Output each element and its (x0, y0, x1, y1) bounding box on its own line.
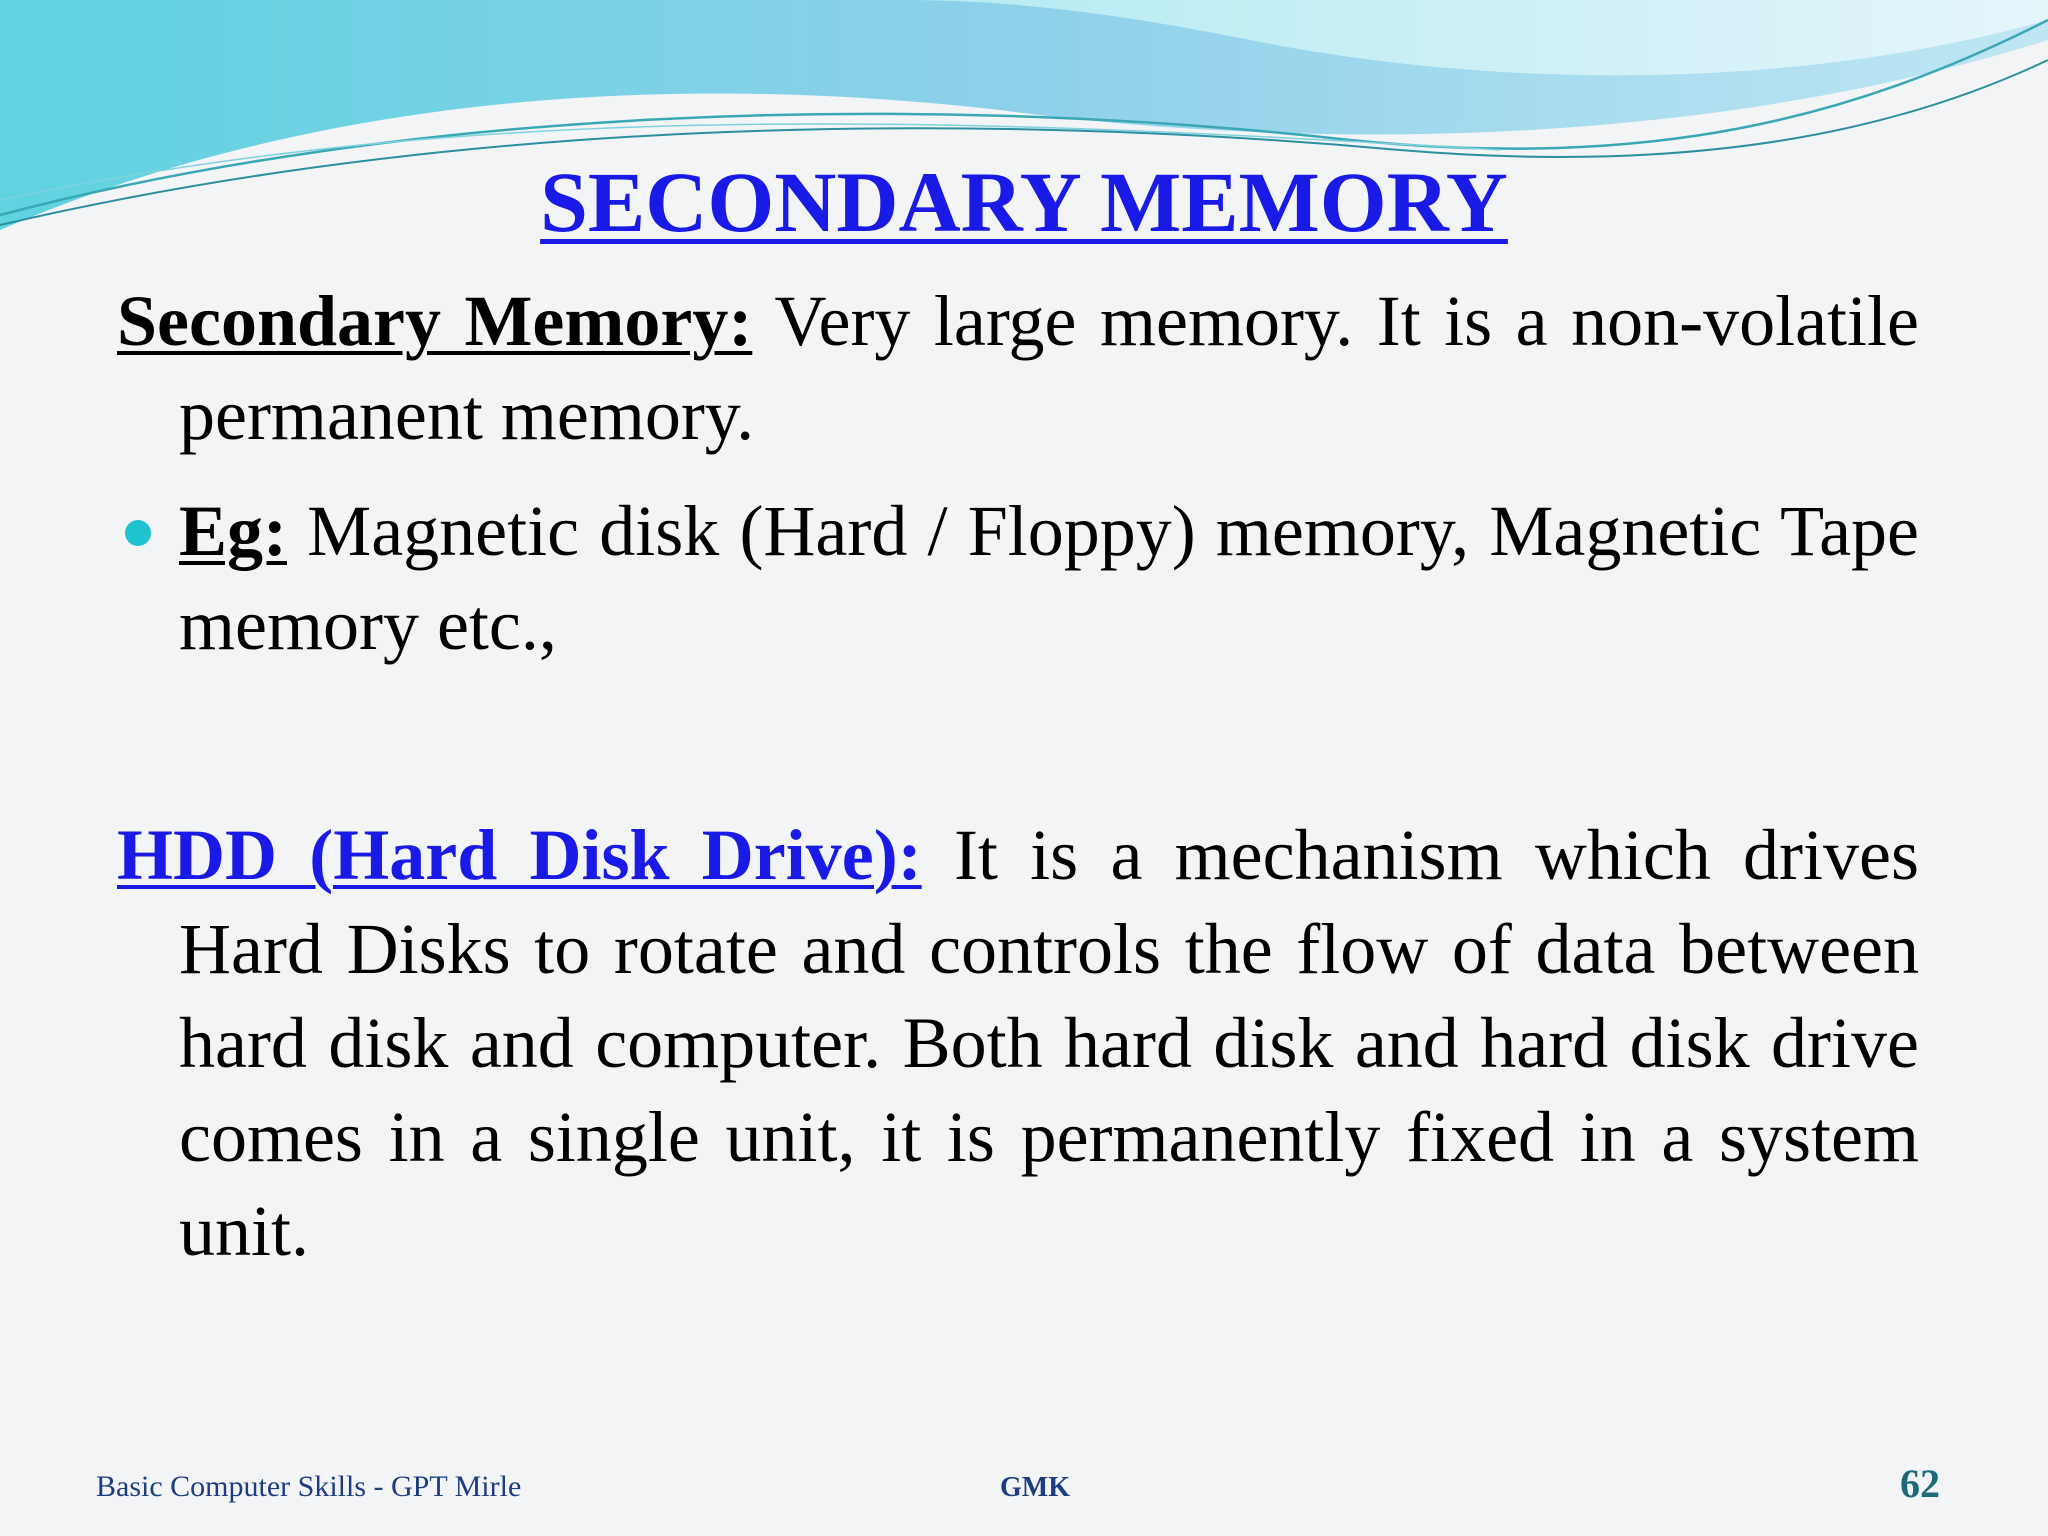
bullet-example-text (179, 484, 1919, 672)
example-text: Magnetic disk (Hard / Floppy) memory, Magnetic Tape memory etc., (179, 491, 1919, 665)
definition-hdd: It is a mechanism which drives Hard Disks to rotate and controls the flow of data between hard disk and computer. Both hard disk and hard disk drive comes in a single unit, it is permanently fixed in a system unit. (179, 815, 1920, 1271)
term-secondary-memory: Secondary Memory: (117, 281, 753, 361)
term-hdd: HDD (Hard Disk Drive): (117, 815, 922, 895)
footer-author: GMK (1000, 1472, 1070, 1503)
term-eg: Eg: (179, 491, 287, 571)
paragraph-hdd-text (117, 808, 1919, 1278)
slide-title (0, 152, 2048, 252)
paragraph-secondary-memory (117, 274, 1919, 462)
paragraph-secondary-memory-text (117, 274, 1919, 462)
bullet-dot-icon (125, 520, 151, 546)
paragraph-hdd (117, 808, 1919, 1278)
definition-secondary-memory: Very large memory. It is a non-volatile permanent memory. (179, 281, 1920, 455)
page-number: 62 (1900, 1461, 1940, 1506)
slide-title-text: SECONDARY MEMORY (540, 154, 1508, 250)
footer-course-name: Basic Computer Skills - GPT Mirle (96, 1470, 522, 1503)
bullet-example (117, 484, 1919, 672)
